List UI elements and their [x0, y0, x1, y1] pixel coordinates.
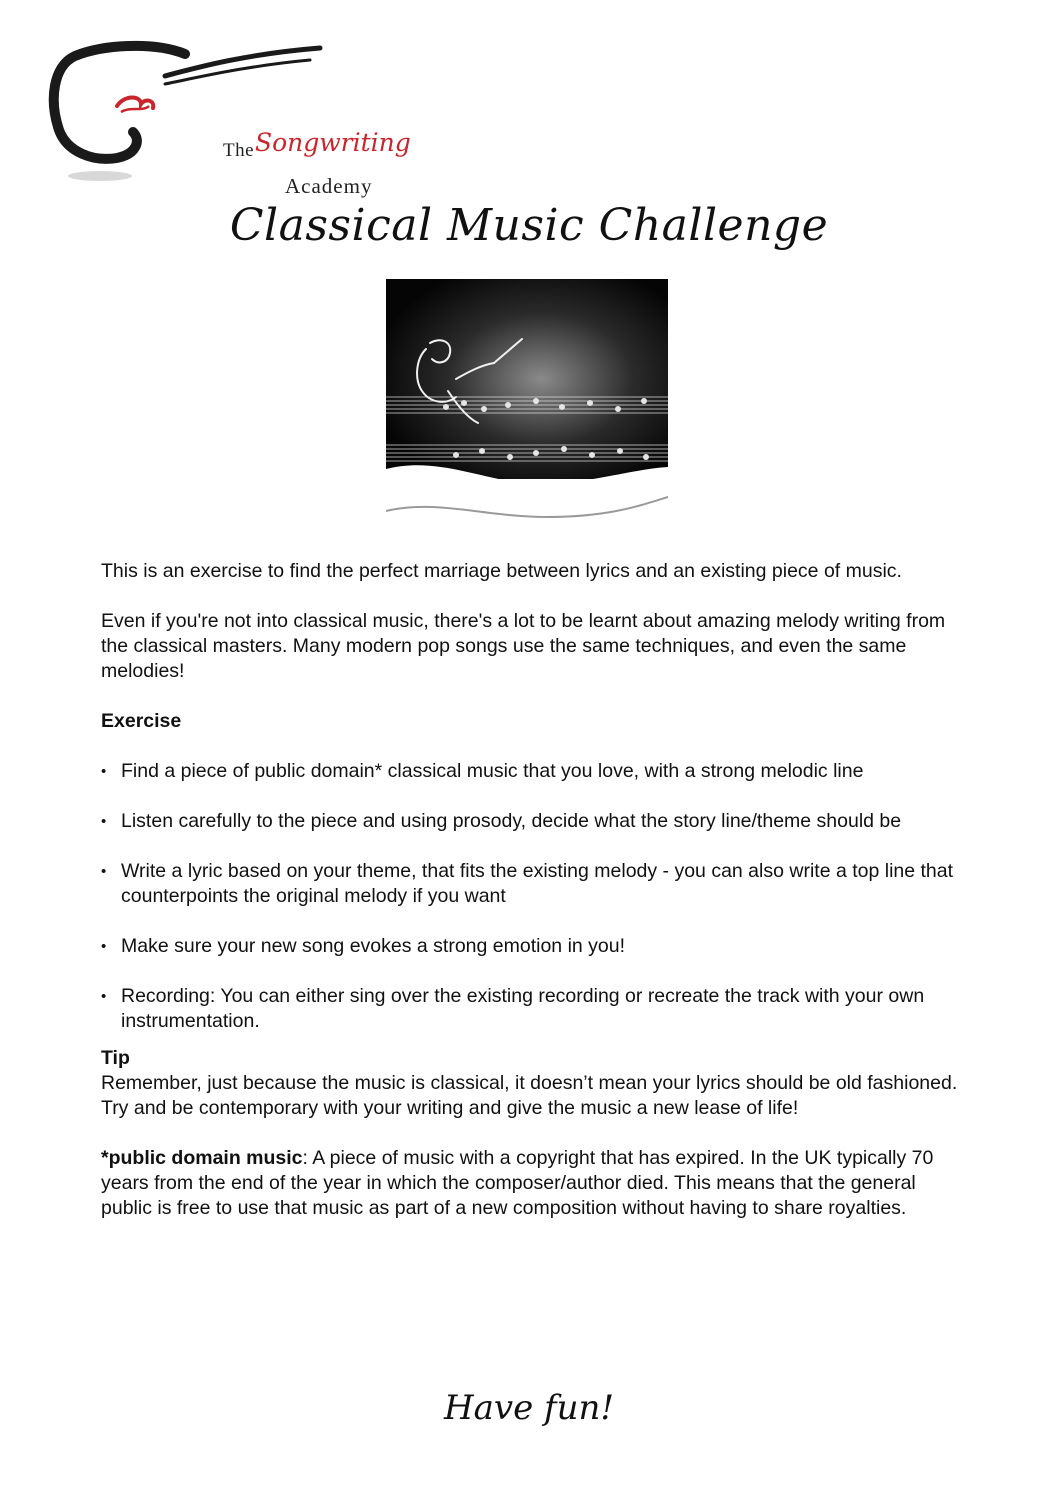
intro-paragraph-2: Even if you're not into classical music, there's a lot to be learnt about amazing melody writing from the classical masters. Many modern pop songs use the same techniques, and even the same melodies! — [101, 610, 946, 682]
public-domain-label: *public domain music — [101, 1147, 303, 1169]
list-item: • Find a piece of public domain* classical music that you love, with a strong melodic line — [101, 759, 961, 784]
list-item: • Listen carefully to the piece and using prosody, decide what the story line/theme should be — [101, 809, 961, 834]
main-content — [101, 559, 961, 1221]
intro-paragraph-1: This is an exercise to find the perfect marriage between lyrics and an existing piece of music. — [101, 560, 902, 582]
public-domain-text: : A piece of music with a copyright that has expired. In the UK typically 70 years from the end of the year in which the composer/author died. This means that the general public is free to use that music as part of a new composition without having to share royalties. — [101, 1147, 934, 1219]
signoff: Have fun! — [443, 1388, 615, 1428]
public-domain-note — [101, 1146, 961, 1221]
tip-heading: Tip — [101, 1047, 130, 1069]
guitar-outline-icon — [45, 40, 385, 190]
list-item: • Recording: You can either sing over the existing recording or recreate the track with your own instrumentation. — [101, 984, 961, 1034]
page-title: Classical Music Challenge — [229, 200, 829, 251]
logo-text-academy: Academy — [285, 174, 373, 198]
list-item: • Make sure your new song evokes a strong emotion in you! — [101, 934, 961, 959]
exercise-heading: Exercise — [101, 710, 182, 732]
logo-text-songwriting: Songwriting — [255, 128, 411, 157]
academy-logo — [45, 40, 411, 198]
tip-body: Remember, just because the music is classical, it doesn’t mean your lyrics should be old fashioned. Try and be contemporary with your writing and give the music a new lease of life! — [101, 1072, 958, 1119]
exercise-list — [101, 759, 961, 1034]
logo-text-the: The — [223, 140, 255, 161]
list-item: • Write a lyric based on your theme, that fits the existing melody - you can also write a top line that counterpoints the original melody if you want — [101, 859, 961, 909]
conductor-image — [386, 279, 668, 529]
